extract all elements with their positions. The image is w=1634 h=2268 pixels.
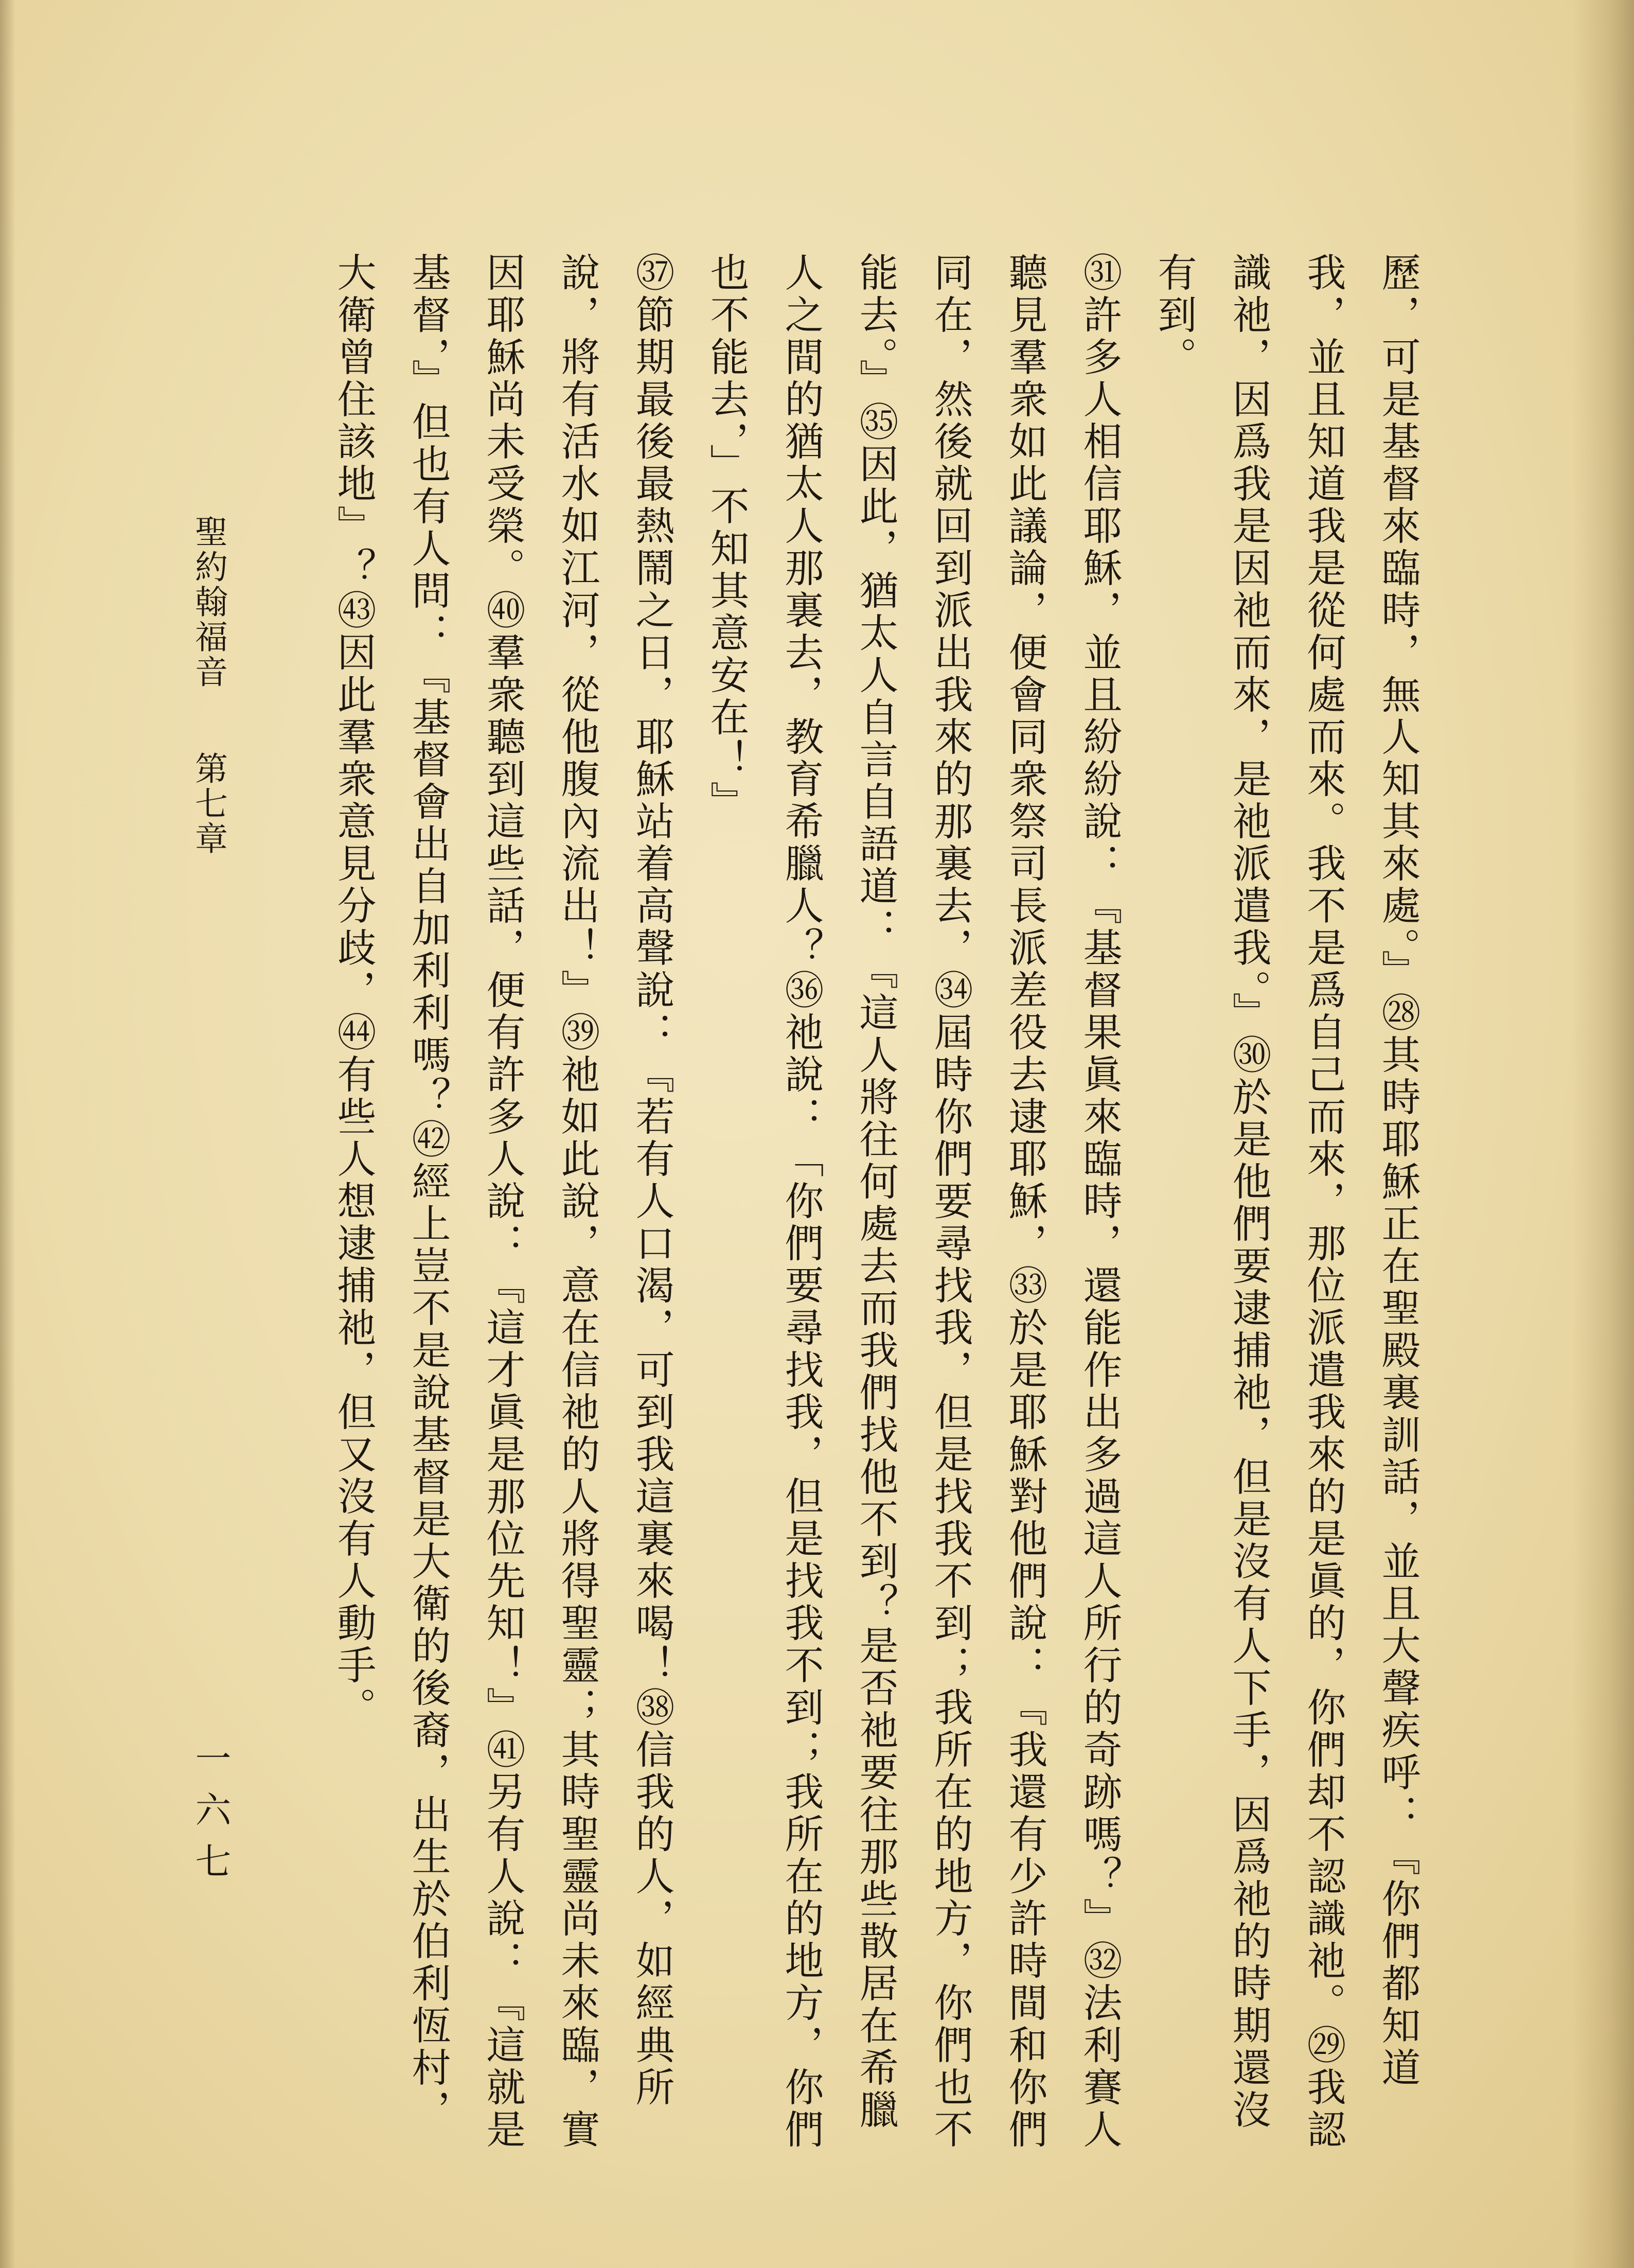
paragraph-2: ㉛許多人相信耶穌，並且紛紛說：『基督果眞來臨時，還能作出多過這人所行的奇跡嗎？』㉜法利賽人聽見羣衆如此議論，便會同衆祭司長派差役去逮耶穌，㉝於是耶穌對他們說：『我還有少許時間和你們同在，然後就回到派出我來的那裏去，㉞屆時你們要尋找我，但是找我不到；我所在的地方，你們也不能去。』㉟因此，猶太人自言自語道：『這人將往何處去而我們找他不到？是否祂要往那些散居在希臘人之間的猶太人那裏去，教育希臘人？㊱祂說：「你們要尋找我，但是找我不到；我所在的地方，你們也不能去，」不知其意安在！』 (704, 252, 1123, 2151)
paragraph-3: ㊲節期最後最熱鬧之日，耶穌站着高聲說：『若有人口渴，可到我這裏來喝！㊳信我的人，如經典所說，將有活水如江河，從他腹內流出！』㊴祂如此說，意在信祂的人將得聖靈；其時聖靈尚未來臨，實因耶穌尚未受榮。㊵羣衆聽到這些話，便有許多人說：『這才眞是那位先知！』㊶另有人說：『這就是基督，』但也有人問：『基督會出自加利利嗎？㊷經上豈不是說基督是大衛的後裔，出生於伯利恆村，大衛曾住該地』？㊸因此羣衆意見分歧，㊹有些人想逮捕祂，但又沒有人動手。 (331, 252, 675, 2151)
paragraph-1: 歷，可是基督來臨時，無人知其來處。』㉘其時耶穌正在聖殿裏訓話，並且大聲疾呼：『你們都知道我，並且知道我是從何處而來。我不是爲自己而來，那位派遣我來的是眞的，你們却不認識祂。㉙我認識祂，因爲我是因祂而來，是祂派遣我。』㉚於是他們要逮捕祂，但是沒有人下手，因爲祂的時期還沒有到。 (1151, 252, 1421, 2151)
body-text (331, 252, 1435, 2156)
spine-shadow (1572, 0, 1634, 2268)
running-head: 聖約翰福音 (189, 515, 227, 690)
chapter-label: 第七章 (189, 751, 227, 856)
page-left-edge (0, 0, 15, 2268)
running-footer (139, 515, 232, 1853)
page-number: 一六七 (189, 1739, 232, 1894)
